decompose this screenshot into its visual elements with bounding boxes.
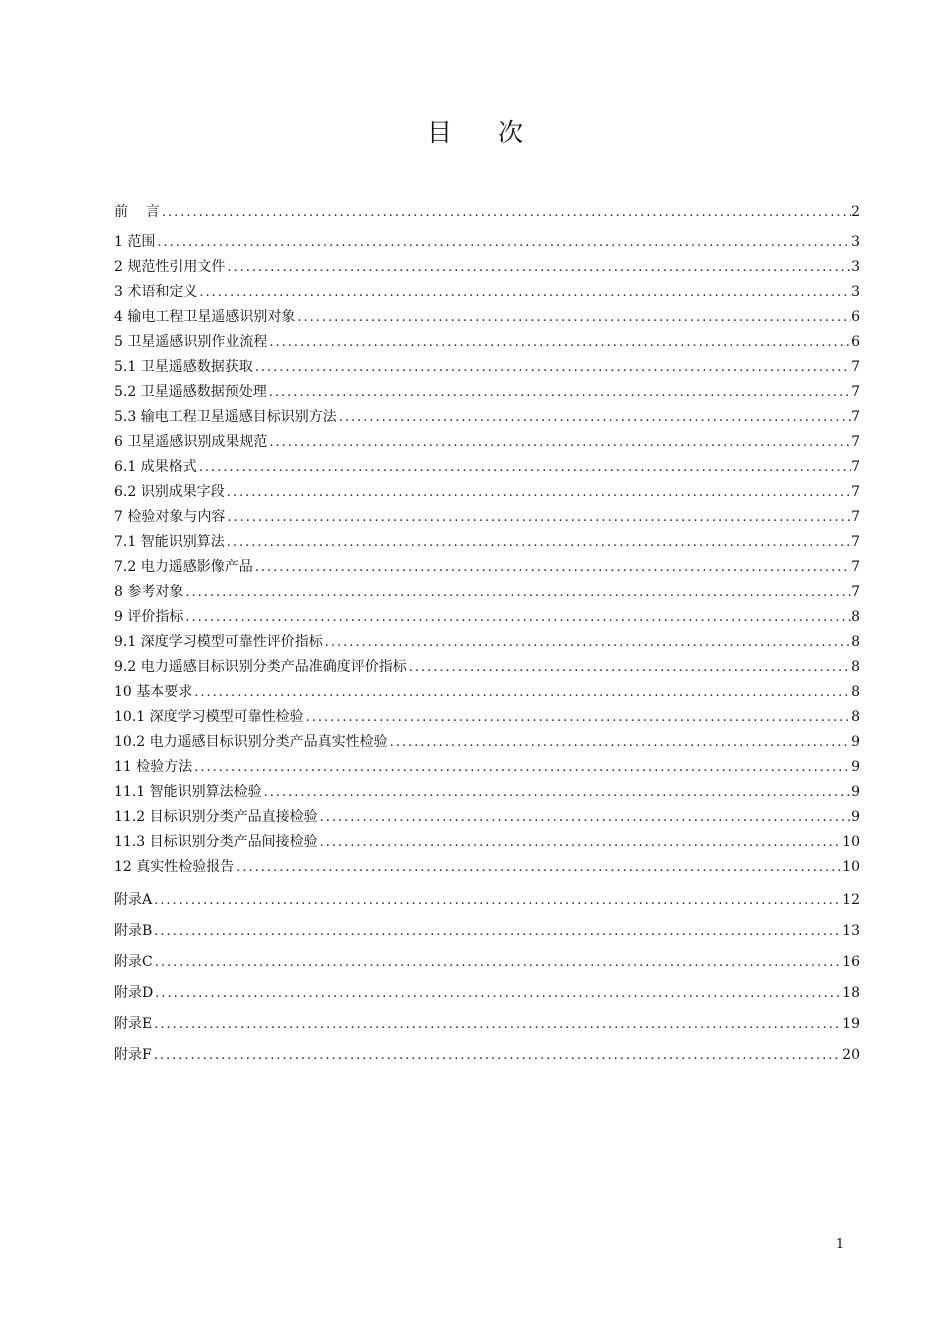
toc-entry-page: 8 — [851, 634, 860, 650]
toc-entry-label: 附录F — [114, 1047, 152, 1063]
toc-entry-1[interactable] — [114, 230, 860, 255]
toc-entry-12[interactable] — [114, 855, 860, 880]
toc-entry-label: 11 检验方法 — [114, 759, 193, 775]
dot-leader — [153, 978, 842, 1009]
toc-entry-11-3[interactable] — [114, 830, 860, 855]
toc-entry-6-1[interactable] — [114, 455, 860, 480]
toc-entry-appendix-b[interactable] — [114, 916, 860, 947]
toc-entry-label: 11.1 智能识别算法检验 — [114, 784, 262, 800]
toc-entry-label: 11.3 目标识别分类产品间接检验 — [114, 834, 318, 850]
toc-entry-9-1[interactable] — [114, 630, 860, 655]
toc-entry-page: 10 — [842, 834, 860, 850]
toc-entry-label: 1 范围 — [114, 234, 156, 250]
dot-leader — [192, 755, 851, 780]
dot-leader — [304, 705, 851, 730]
dot-leader — [155, 230, 851, 255]
dot-leader — [225, 480, 851, 505]
toc-entry-page: 7 — [851, 409, 860, 425]
toc-entry-label: 5 卫星遥感识别作业流程 — [114, 334, 268, 350]
toc-entry-page: 7 — [851, 484, 860, 500]
toc-entry-page: 9 — [851, 784, 860, 800]
toc-entry-5-3[interactable] — [114, 405, 860, 430]
toc-entry-10-1[interactable] — [114, 705, 860, 730]
toc-entry-4[interactable] — [114, 305, 860, 330]
toc-entry-5-2[interactable] — [114, 380, 860, 405]
toc-entry-page: 3 — [851, 259, 860, 275]
toc-entry-appendix-f[interactable] — [114, 1040, 860, 1071]
dot-leader — [225, 255, 851, 280]
toc-entry-3[interactable] — [114, 280, 860, 305]
toc-entry-appendix-d[interactable] — [114, 978, 860, 1009]
toc-entry-label: 6.2 识别成果字段 — [114, 484, 225, 500]
dot-leader — [225, 530, 851, 555]
toc-entry-page: 10 — [842, 859, 860, 875]
dot-leader — [160, 200, 851, 225]
page-number: 1 — [835, 1237, 845, 1252]
toc-entry-10-2[interactable] — [114, 730, 860, 755]
toc-entry-6-2[interactable] — [114, 480, 860, 505]
toc-entry-page: 16 — [842, 954, 860, 970]
dot-leader — [318, 830, 843, 855]
dot-leader — [318, 805, 851, 830]
toc-entry-foreword[interactable] — [114, 200, 860, 225]
dot-leader — [152, 885, 842, 916]
dot-leader — [407, 655, 851, 680]
toc-entry-label: 5.1 卫星遥感数据获取 — [114, 359, 253, 375]
toc-entry-8[interactable] — [114, 580, 860, 605]
toc-entry-9[interactable] — [114, 605, 860, 630]
toc-entry-label: 附录C — [114, 954, 153, 970]
toc-entry-label: 前 言 — [114, 204, 160, 220]
toc-entry-label: 10 基本要求 — [114, 684, 193, 700]
toc-entry-page: 2 — [851, 204, 860, 220]
toc-entry-label: 附录B — [114, 923, 153, 939]
toc-entry-10[interactable] — [114, 680, 860, 705]
toc-entry-page: 8 — [851, 609, 860, 625]
dot-leader — [153, 947, 842, 978]
dot-leader — [197, 280, 851, 305]
toc-entry-page: 7 — [851, 509, 860, 525]
toc-entry-page: 20 — [842, 1047, 860, 1063]
dot-leader — [262, 780, 851, 805]
toc-entry-11[interactable] — [114, 755, 860, 780]
toc-entry-label: 3 术语和定义 — [114, 284, 198, 300]
toc-entry-page: 19 — [842, 1016, 860, 1032]
toc-entry-label: 10.2 电力遥感目标识别分类产品真实性检验 — [114, 734, 388, 750]
page-title: 目次 — [426, 118, 569, 147]
toc-entry-2[interactable] — [114, 255, 860, 280]
toc-entry-appendix-e[interactable] — [114, 1009, 860, 1040]
dot-leader — [253, 355, 851, 380]
toc-entry-11-1[interactable] — [114, 780, 860, 805]
dot-leader — [183, 580, 851, 605]
dot-leader — [253, 555, 851, 580]
toc-entry-page: 7 — [851, 534, 860, 550]
toc-entry-page: 6 — [851, 309, 860, 325]
toc-entry-label: 附录D — [114, 985, 154, 1001]
toc-entry-label: 7.2 电力遥感影像产品 — [114, 559, 253, 575]
dot-leader — [337, 405, 851, 430]
toc-entry-page: 7 — [851, 584, 860, 600]
toc-entry-label: 7.1 智能识别算法 — [114, 534, 225, 550]
toc-entry-label: 附录A — [114, 892, 153, 908]
dot-leader — [152, 1009, 842, 1040]
toc-entry-5-1[interactable] — [114, 355, 860, 380]
toc-entry-page: 18 — [842, 985, 860, 1001]
toc-entry-label: 4 输电工程卫星遥感识别对象 — [114, 309, 296, 325]
dot-leader — [267, 430, 851, 455]
toc-entry-label: 9.2 电力遥感目标识别分类产品准确度评价指标 — [114, 659, 407, 675]
dot-leader — [197, 455, 851, 480]
toc-entry-page: 13 — [842, 923, 860, 939]
toc-entry-page: 8 — [851, 659, 860, 675]
toc-entry-label: 5.2 卫星遥感数据预处理 — [114, 384, 267, 400]
toc-entry-label: 9 评价指标 — [114, 609, 184, 625]
toc-entry-appendix-c[interactable] — [114, 947, 860, 978]
toc-entry-page: 6 — [851, 334, 860, 350]
dot-leader — [267, 380, 851, 405]
dot-leader — [234, 855, 842, 880]
toc-entry-6[interactable] — [114, 430, 860, 455]
toc-entry-label: 5.3 输电工程卫星遥感目标识别方法 — [114, 409, 337, 425]
toc-entry-7[interactable] — [114, 505, 860, 530]
toc-entry-5[interactable] — [114, 330, 860, 355]
dot-leader — [152, 1040, 842, 1071]
toc-entry-page: 7 — [851, 559, 860, 575]
dot-leader — [388, 730, 851, 755]
toc-entry-label: 附录E — [114, 1016, 153, 1032]
toc-entry-7-2[interactable] — [114, 555, 860, 580]
toc-entry-page: 9 — [851, 809, 860, 825]
toc-entry-9-2[interactable] — [114, 655, 860, 680]
toc-entry-page: 9 — [851, 759, 860, 775]
dot-leader — [183, 605, 851, 630]
toc-entry-7-1[interactable] — [114, 530, 860, 555]
dot-leader — [295, 305, 851, 330]
toc-entry-appendix-a[interactable] — [114, 885, 860, 916]
dot-leader — [323, 630, 851, 655]
toc-entry-label: 10.1 深度学习模型可靠性检验 — [114, 709, 304, 725]
toc-entry-page: 7 — [851, 359, 860, 375]
toc-entry-label: 2 规范性引用文件 — [114, 259, 226, 275]
toc-entry-page: 7 — [851, 459, 860, 475]
dot-leader — [152, 916, 842, 947]
dot-leader — [225, 505, 851, 530]
toc-entry-page: 3 — [851, 234, 860, 250]
toc-entry-page: 9 — [851, 734, 860, 750]
toc-entry-page: 8 — [851, 709, 860, 725]
toc-entry-label: 9.1 深度学习模型可靠性评价指标 — [114, 634, 323, 650]
toc-entry-page: 12 — [842, 892, 860, 908]
table-of-contents — [114, 200, 860, 1071]
toc-entry-11-2[interactable] — [114, 805, 860, 830]
dot-leader — [192, 680, 851, 705]
toc-entry-label: 7 检验对象与内容 — [114, 509, 226, 525]
toc-entry-page: 7 — [851, 384, 860, 400]
toc-entry-label: 6.1 成果格式 — [114, 459, 197, 475]
toc-entry-label: 6 卫星遥感识别成果规范 — [114, 434, 268, 450]
toc-entry-page: 3 — [851, 284, 860, 300]
toc-entry-page: 7 — [851, 434, 860, 450]
toc-entry-label: 8 参考对象 — [114, 584, 184, 600]
toc-entry-label: 12 真实性检验报告 — [114, 859, 235, 875]
toc-entry-label: 11.2 目标识别分类产品直接检验 — [114, 809, 318, 825]
toc-entry-page: 8 — [851, 684, 860, 700]
dot-leader — [267, 330, 851, 355]
